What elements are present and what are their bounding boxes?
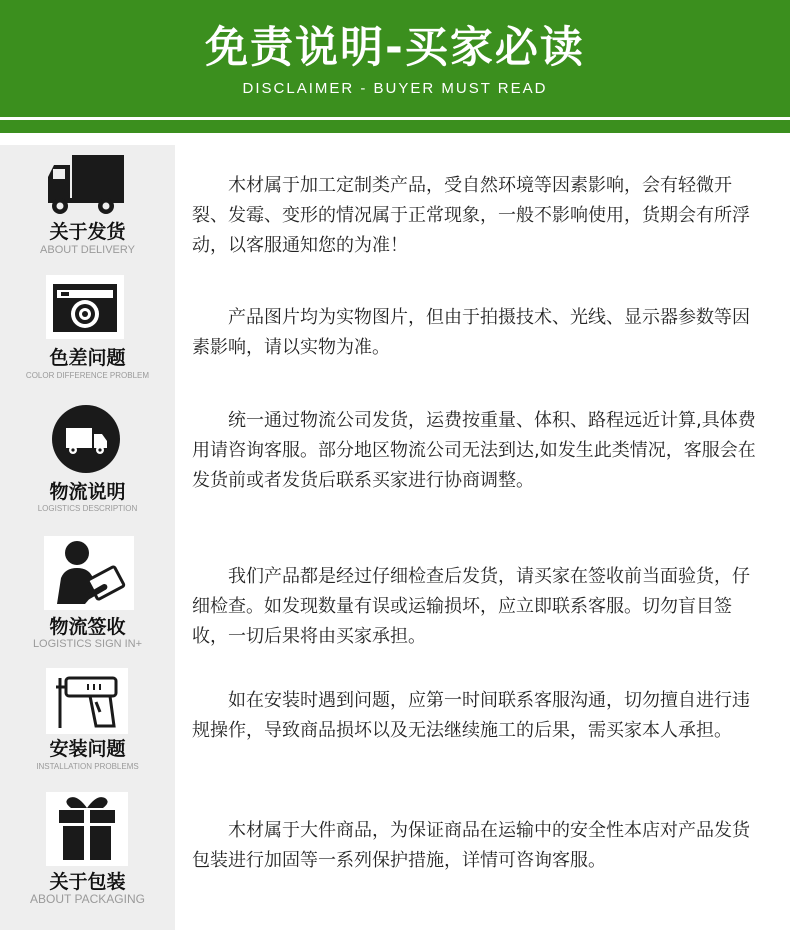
section-subtitle: ABOUT PACKAGING (30, 892, 145, 906)
section-title: 色差问题 (49, 347, 126, 369)
truck-circle-icon (45, 404, 127, 474)
section-text: 我们产品都是经过仔细检查后发货，请买家在签收前当面验货，仔细检查。如发现数量有误或运输损坏，应立即联系客服。切勿盲目签收，一切后果将由买家承担。 (192, 566, 750, 647)
section-delivery (0, 145, 790, 267)
page-subtitle: DISCLAIMER - BUYER MUST READ (242, 80, 548, 97)
section-logistics-description (0, 394, 790, 534)
section-title: 物流签收 (49, 616, 126, 638)
section-subtitle: INSTALLATION PROBLEMS (36, 762, 139, 771)
section-packaging (0, 790, 790, 930)
section-title: 关于包装 (49, 871, 126, 893)
section-title: 关于发货 (49, 221, 126, 243)
section-color-difference (0, 267, 790, 394)
section-title: 物流说明 (49, 481, 126, 503)
section-text: 木材属于加工定制类产品，受自然环境等因素影响，会有轻微开裂、发霉、变形的情况属于正常现象，一般不影响使用，货期会有所浮动，以客服通知您的为准！ (192, 175, 750, 256)
header-banner (0, 0, 790, 117)
camera-icon (46, 275, 124, 339)
section-text: 产品图片均为实物图片，但由于拍摄技术、光线、显示器参数等因素影响，请以实物为准。 (192, 307, 750, 358)
section-subtitle: ABOUT DELIVERY (40, 244, 135, 256)
section-subtitle: LOGISTICS DESCRIPTION (37, 504, 138, 513)
section-installation (0, 662, 790, 790)
section-text: 统一通过物流公司发货，运费按重量、体积、路程远近计算,具体费用请咨询客服。部分地区物流公司无法到达,如发生此类情况，客服会在发货前或者发货后联系买家进行协商调整。 (192, 410, 756, 491)
section-logistics-sign-in (0, 534, 790, 662)
gift-box-icon (46, 792, 128, 866)
section-text: 木材属于大件商品，为保证商品在运输中的安全性本店对产品发货包装进行加固等一系列保护措施，详情可咨询客服。 (192, 820, 750, 871)
section-title: 安装问题 (49, 738, 126, 760)
drill-icon (46, 668, 128, 734)
truck-icon (44, 151, 126, 217)
header-divider (0, 117, 790, 133)
section-subtitle: LOGISTICS SIGN IN+ (32, 638, 143, 650)
person-signing-icon (44, 536, 134, 610)
page-title: 免责说明-买家必读 (205, 23, 585, 73)
section-text: 如在安装时遇到问题，应第一时间联系客服沟通，切勿擅自进行违规操作，导致商品损坏以及无法继续施工的后果，需买家本人承担。 (192, 690, 750, 741)
section-subtitle: COLOR DIFFERENCE PROBLEM (25, 371, 150, 380)
